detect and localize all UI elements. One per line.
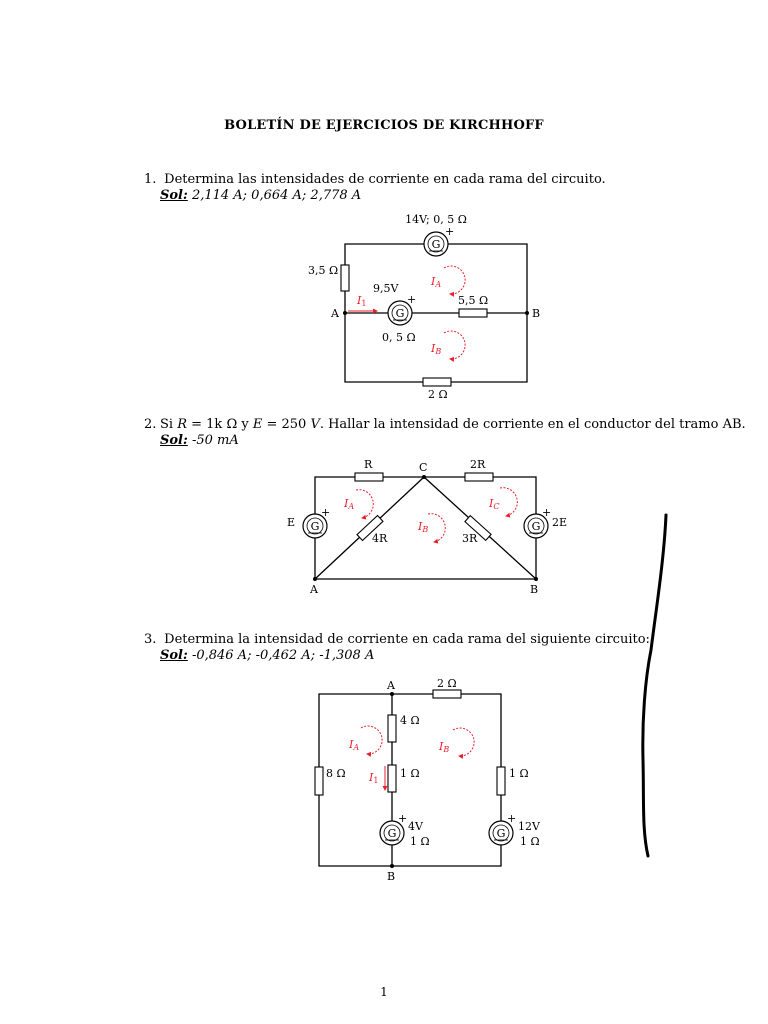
circuit-2	[287, 458, 567, 596]
r-top-right-label: 2R	[470, 458, 486, 471]
gen-mid-r-label: 1 Ω	[410, 835, 430, 848]
gen-label: G	[395, 307, 405, 320]
r-top-label: 2 Ω	[437, 677, 457, 690]
gen-mid-r-label: 0, 5 Ω	[382, 331, 416, 344]
node-b-label: B	[532, 307, 541, 320]
loop-a-label: IA	[344, 497, 355, 511]
node-a-label: A	[331, 307, 339, 320]
r-top-left-label: R	[364, 458, 373, 471]
plus-sign: +	[321, 506, 331, 519]
generator-icon	[424, 225, 454, 256]
node-a-label: A	[310, 583, 318, 596]
loop-arrow-icon	[444, 266, 465, 294]
solution-label: Sol:	[160, 648, 188, 663]
gen-mid-v-label: 9,5V	[373, 282, 399, 295]
r-mid-low-label: 1 Ω	[400, 767, 420, 780]
resistor-icon	[433, 690, 461, 698]
r-mid-label: 5,5 Ω	[458, 294, 489, 307]
resistor-icon	[459, 309, 487, 317]
gen-label: G	[431, 238, 441, 251]
r-right-label: 1 Ω	[509, 767, 529, 780]
resistor-icon	[388, 715, 396, 742]
node-dot	[525, 311, 529, 315]
loop-b-label: IB	[439, 740, 450, 754]
loop-arrow-icon	[453, 728, 474, 756]
gen-label: G	[310, 520, 320, 533]
question-eq1: = 1k Ω y	[187, 417, 253, 432]
node-dot	[313, 577, 317, 581]
circuit-1	[308, 213, 540, 401]
generator-icon	[489, 812, 516, 845]
exercise-number: 3.	[144, 632, 157, 647]
resistor-icon	[465, 473, 493, 481]
generator-icon	[524, 506, 551, 538]
generator-icon	[303, 506, 330, 538]
resistor-icon	[388, 765, 396, 792]
question-var-e: E	[252, 417, 263, 432]
node-dot	[534, 577, 538, 581]
r-left-label: 3,5 Ω	[308, 264, 339, 277]
node-a-label: A	[387, 679, 395, 692]
gen-label: G	[496, 827, 506, 840]
question-text: Determina las intensidades de corriente en cada rama del circuito.	[164, 172, 606, 187]
resistor-icon	[341, 265, 349, 291]
node-c-label: C	[419, 461, 428, 474]
resistor-icon	[315, 767, 323, 795]
pen-stroke-mark	[643, 515, 666, 856]
resistor-icon	[497, 767, 505, 795]
gen-right-r-label: 1 Ω	[520, 835, 540, 848]
plus-sign: +	[445, 225, 455, 238]
r-left-label: 8 Ω	[326, 767, 346, 780]
loop-arrow-icon	[356, 490, 373, 518]
loop-arrow-icon	[428, 514, 445, 542]
circuit-3	[315, 677, 541, 883]
gen-left-label: E	[287, 516, 296, 529]
solution-label: Sol:	[160, 188, 188, 203]
question-suffix: . Hallar la intensidad de corriente en el conductor del tramo AB.	[319, 417, 746, 432]
plus-sign: +	[542, 506, 552, 519]
resistor-icon	[423, 378, 451, 386]
current-i1-label: I1	[357, 294, 367, 308]
page-number: 1	[380, 985, 388, 999]
loop-arrow-icon	[361, 726, 382, 754]
loop-b-label: IB	[431, 342, 442, 356]
solution-value: -50 mA	[191, 433, 239, 448]
node-b-label: B	[530, 583, 539, 596]
plus-sign: +	[407, 293, 417, 306]
node-dot	[390, 864, 394, 868]
exercise-number: 1.	[144, 172, 157, 187]
generator-icon	[388, 293, 416, 325]
gen-label: G	[531, 520, 541, 533]
question-var-v: V	[310, 417, 320, 432]
gen-label: G	[387, 827, 397, 840]
loop-c-label: IC	[489, 497, 500, 511]
node-dot	[343, 311, 347, 315]
loop-a-label: IA	[431, 275, 442, 289]
solution-value: -0,846 A; -0,462 A; -1,308 A	[191, 648, 375, 663]
plus-sign: +	[507, 812, 517, 825]
question-text: Determina la intensidad de corriente en cada rama del siguiente circuito:	[164, 632, 650, 647]
r-diag-right-label: 3R	[462, 532, 478, 545]
generator-icon	[380, 812, 407, 845]
question-var-r: R	[177, 417, 187, 432]
r-mid-top-label: 4 Ω	[400, 714, 420, 727]
gen-right-v-label: 12V	[518, 820, 540, 833]
question-eq2: = 250	[262, 417, 311, 432]
gen-top-label: 14V; 0, 5 Ω	[405, 213, 467, 226]
node-b-label: B	[387, 870, 396, 883]
resistor-icon	[355, 473, 383, 481]
node-dot	[390, 692, 394, 696]
loop-arrow-icon	[444, 331, 465, 359]
loop-arrow-icon	[500, 488, 517, 516]
node-dot	[422, 475, 426, 479]
gen-mid-v-label: 4V	[408, 820, 423, 833]
page-title: BOLETÍN DE EJERCICIOS DE KIRCHHOFF	[224, 118, 544, 133]
solution-label: Sol:	[160, 433, 188, 448]
loop-b-label: IB	[418, 520, 429, 534]
r-bottom-label: 2 Ω	[428, 388, 448, 401]
solution-value: 2,114 A; 0,664 A; 2,778 A	[191, 188, 362, 203]
r-diag-left-label: 4R	[372, 532, 388, 545]
loop-a-label: IA	[349, 738, 360, 752]
plus-sign: +	[398, 812, 408, 825]
gen-right-label: 2E	[552, 516, 568, 529]
question-prefix: Si	[160, 417, 178, 432]
current-i1-label: I1	[369, 771, 379, 785]
exercise-number: 2.	[144, 417, 157, 432]
